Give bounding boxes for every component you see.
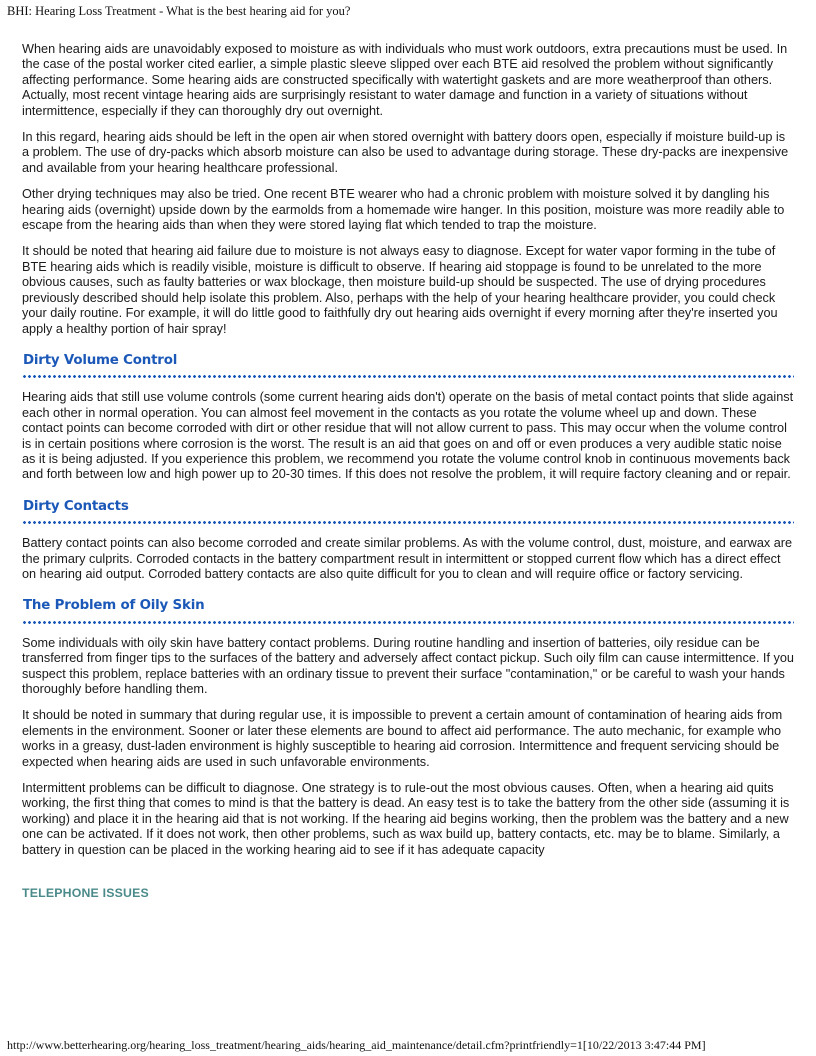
article-content bbox=[22, 42, 794, 901]
section-heading: The Problem of Oily Skin bbox=[23, 598, 205, 614]
paragraph: Battery contact points can also become corroded and create similar problems. As with the volume control, dust, moisture, and earwax are the primary culprits. Corroded contacts in the battery compartment result in intermittent or stopped current flow which has a direct effect on hearing aid output. Corroded battery contacts are also quite difficult for you to clean and will require office or factory servicing. bbox=[22, 536, 793, 581]
paragraph: It should be noted in summary that during regular use, it is impossible to prevent a certain amount of contamination of hearing aids from elements in the environment. Sooner or later these elements are bound to affect aid performance. The auto mechanic, for example who works in a greasy, dust-laden environment is highly susceptible to hearing aid corrosion. Intermittence and frequent servicing should be expected when hearing aids are used in such unfavorable environments. bbox=[22, 708, 783, 769]
dotted-divider bbox=[22, 521, 794, 524]
paragraph: Other drying techniques may also be tried. One recent BTE wearer who had a chronic problem with moisture solved it by dangling his hearing aids (overnight) upside down by the earmolds from a homemade wire hanger. In this position, moisture was more readily able to escape from the hearing aids than when they were stored laying flat which tended to trap the moisture. bbox=[22, 187, 785, 233]
section-heading: Dirty Volume Control bbox=[23, 352, 178, 368]
section-heading: Dirty Contacts bbox=[23, 498, 129, 514]
paragraph: Some individuals with oily skin have battery contact problems. During routine handling and insertion of batteries, oily residue can be transferred from finger tips to the surfaces of the battery and adversely affect contact pickup. Such oily film can cause intermittence. If you suspect this problem, replace batteries with an ordinary tissue to prevent their surface "contamination," or be careful to wash your hands thoroughly before handling them. bbox=[22, 635, 794, 696]
dirty-volume-control-section bbox=[22, 353, 794, 483]
print-footer-url: http://www.betterhearing.org/hearing_loss_treatment/hearing_aids/hearing_aid_maintenance/detail.cfm?printfriendly=1[10/22/2013 3:47:44 PM] bbox=[7, 1038, 706, 1052]
paragraph: Hearing aids that still use volume controls (some current hearing aids don't) operate on the basis of metal contact points that slide against each other in normal operation. You can almost feel movement in the contacts as you rotate the volume wheel up and down. These contact points can become corroded with dirt or other residue that will not allow current to pass. This may occur when the volume control is in certain positions where corrosion is the worst. The result is an aid that goes on and off or even produces a very audible static noise as it is being adjusted. If you experience this problem, we recommend you rotate the volume control knob in continuous movements back and forth between low and high power up to 20-30 times. If this does not resolve the problem, it will require factory cleaning and or repair. bbox=[22, 390, 794, 482]
print-header-title: BHI: Hearing Loss Treatment - What is the best hearing aid for you? bbox=[7, 4, 351, 18]
dirty-contacts-section bbox=[22, 499, 794, 583]
paragraph: In this regard, hearing aids should be left in the open air when stored overnight with battery doors open, especially if moisture build-up is a problem. The use of dry-packs which absorb moisture can also be used to advantage during storage. These dry-packs are inexpensive and available from your hearing healthcare professional. bbox=[22, 130, 789, 175]
paragraph: It should be noted that hearing aid failure due to moisture is not always easy to diagnose. Except for water vapor forming in the tube of BTE hearing aids which is readily visible, moisture is difficult to observe. If hearing aid stoppage is found to be unrelated to the more obvious causes, such as faulty batteries or wax blockage, then moisture build-up should be suspected. The use of drying procedures previously described should help isolate this problem. Also, perhaps with the help of your hearing healthcare provider, you could check your daily routine. For example, it will do little good to faithfully dry out hearing aids overnight if every morning after they're inserted you apply a healthy portion of hair spray! bbox=[22, 244, 778, 336]
moisture-section bbox=[22, 42, 794, 337]
telephone-issues-heading: TELEPHONE ISSUES bbox=[22, 886, 149, 901]
paragraph: When hearing aids are unavoidably exposed to moisture as with individuals who must work outdoors, extra precautions must be used. In the case of the postal worker cited earlier, a simple plastic sleeve slipped over each BTE aid resolved the problem without significantly affecting performance. Some hearing aids are constructed specifically with watertight gaskets and are more weatherproof than others. Actually, most recent vintage hearing aids are surprisingly resistant to water damage and function in a variety of situations without intermittence, especially if they can thoroughly dry out overnight. bbox=[22, 42, 788, 118]
oily-skin-section bbox=[22, 598, 794, 858]
dotted-divider bbox=[22, 621, 794, 624]
paragraph: Intermittent problems can be difficult to diagnose. One strategy is to rule-out the most obvious causes. Often, when a hearing aid quits working, the first thing that comes to mind is that the battery is dead. An easy test is to take the battery from the other side (assuming it is working) and place it in the hearing aid that is not working. If the hearing aid begins working, then the problem was the battery and a new one can be activated. If it does not work, then other problems, such as wax build up, battery contacts, etc. may be to blame. Similarly, a battery in question can be placed in the working hearing aid to see if it has adequate capacity bbox=[22, 781, 790, 857]
dotted-divider bbox=[22, 375, 794, 378]
